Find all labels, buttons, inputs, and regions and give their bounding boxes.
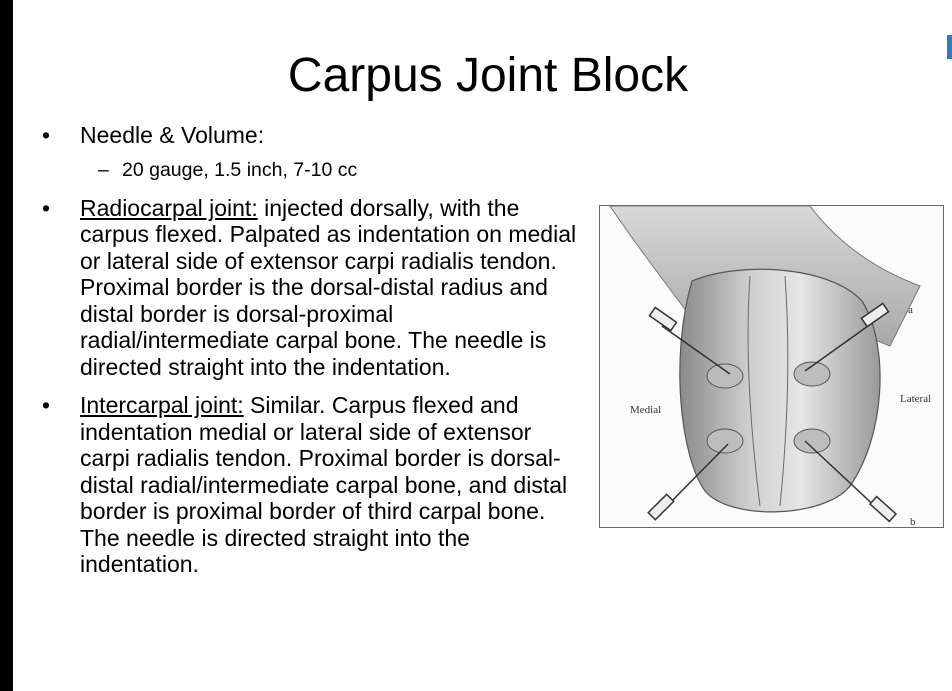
needle-hub bbox=[870, 497, 896, 522]
label-a: a bbox=[908, 304, 913, 316]
bullet-marker: • bbox=[42, 392, 51, 418]
joint-indentation bbox=[707, 364, 743, 388]
carpus-shape bbox=[680, 269, 880, 512]
carpus-illustration bbox=[599, 205, 944, 528]
bullet-intercarpal-joint bbox=[42, 392, 582, 578]
label-lateral: Lateral bbox=[900, 393, 932, 405]
slide-title: Carpus Joint Block bbox=[287, 49, 689, 102]
carpus-drawing bbox=[600, 206, 944, 528]
sub-bullet-needle-spec bbox=[42, 157, 582, 183]
bullet-text: injected dorsally, with the carpus flexed. Palpated as indentation on medial or lateral side of extensor carpi radialis tendon. Proximal border is the dorsal-distal radius and distal border is dorsal-proximal radial/intermediate carpal bone. The needle is directed straight into the indentation. bbox=[80, 194, 577, 380]
label-medial: Medial bbox=[630, 404, 662, 416]
bullet-text: Needle & Volume: bbox=[80, 122, 265, 148]
bullet-list bbox=[42, 122, 582, 578]
bullet-marker: • bbox=[42, 194, 51, 221]
sub-bullet-marker: – bbox=[98, 158, 109, 181]
label-b: b bbox=[910, 516, 916, 528]
bullet-heading: Intercarpal joint: bbox=[80, 392, 244, 418]
needle-hub bbox=[648, 494, 673, 519]
joint-indentation bbox=[794, 429, 830, 453]
bullet-marker: • bbox=[42, 122, 51, 148]
bullet-radiocarpal-joint bbox=[42, 195, 582, 381]
bullet-needle-volume bbox=[42, 122, 582, 149]
bullet-text: Similar. Carpus flexed and indentation medial or lateral side of extensor carpi radialis tendon. Proximal border is dorsal-distal radial/intermediate carpal bone, and distal border is proximal border of third carpal bone. The needle is directed straight into the indentation. bbox=[80, 392, 568, 577]
sub-bullet-text: 20 gauge, 1.5 inch, 7-10 cc bbox=[122, 158, 358, 181]
joint-indentation bbox=[707, 429, 743, 453]
bullet-heading: Radiocarpal joint: bbox=[80, 194, 258, 221]
